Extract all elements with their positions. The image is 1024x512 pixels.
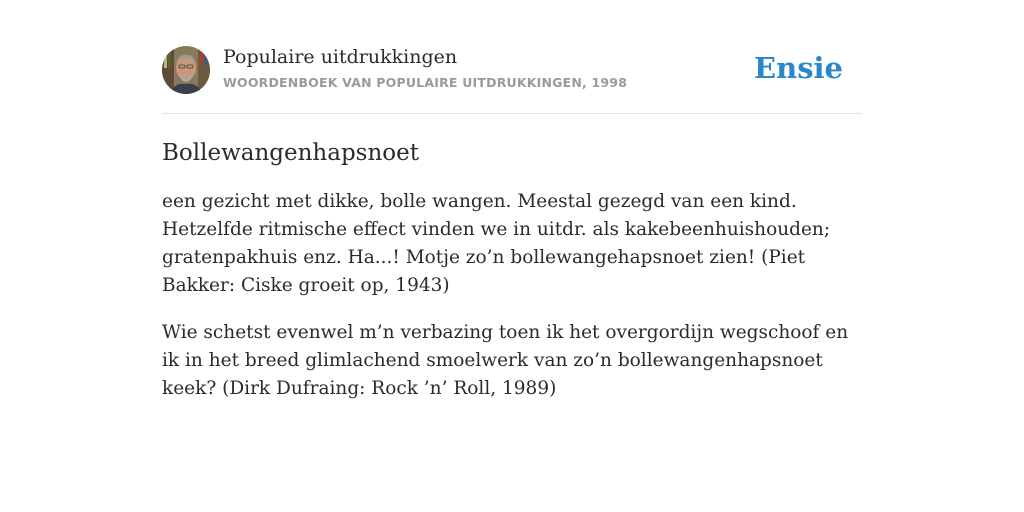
definition-paragraph: een gezicht met dikke, bolle wangen. Meestal gezegd van een kind. Hetzelfde ritmische effect vinden we in uitdr. als kakebeenhuishouden; gratenpakhuis enz. Ha...! Motje zo’n bollewangehapsnoet zien! (Piet Bakker: Ciske groeit op, 1943) <box>162 191 831 296</box>
source-title[interactable]: Populaire uitdrukkingen <box>223 46 458 68</box>
author-avatar[interactable] <box>162 46 210 94</box>
entry-card <box>162 46 862 403</box>
source-subtitle: WOORDENBOEK VAN POPULAIRE UITDRUKKINGEN, 1998 <box>223 75 628 90</box>
entry-header <box>162 46 862 114</box>
ensie-logo-link[interactable]: Ensie <box>754 51 843 85</box>
example-paragraph: Wie schetst evenwel m’n verbazing toen ik het overgordijn wegschoof en ik in het breed glimlachend smoelwerk van zo’n bollewangenhapsnoet keek? (Dirk Dufraing: Rock ’n’ Roll, 1989) <box>162 322 849 399</box>
entry-title: Bollewangenhapsnoet <box>162 140 419 166</box>
